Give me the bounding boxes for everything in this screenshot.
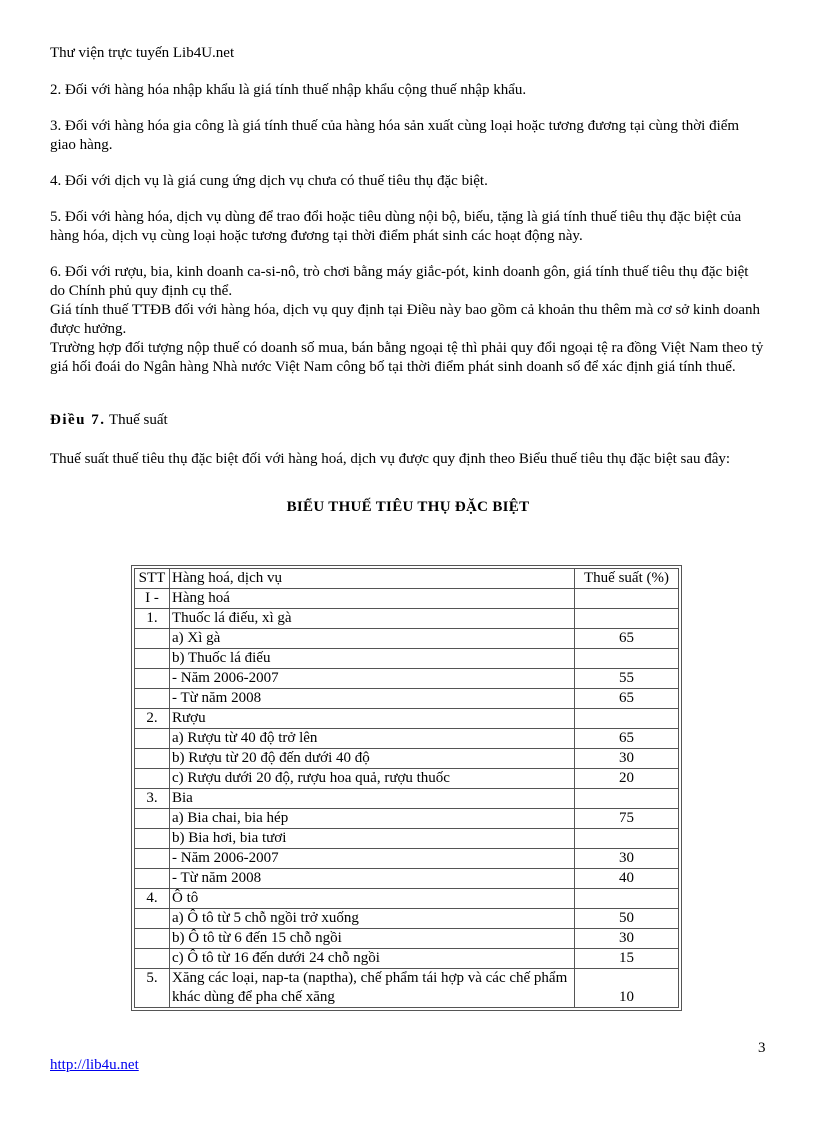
- paragraph-5: 5. Đối với hàng hóa, dịch vụ dùng để trao đổi hoặc tiêu dùng nội bộ, biếu, tặng là giá tính thuế tiêu thụ đặc biệt của hàng hóa, dịch vụ cùng loại hoặc tương đương tại thời điểm phát sinh các hoạt động này.: [50, 209, 742, 244]
- table-row: [135, 729, 679, 749]
- article-title: Thuế suất: [108, 412, 168, 428]
- row-stt: I -: [135, 589, 170, 609]
- article-heading: [50, 411, 766, 430]
- table-row: [135, 849, 679, 869]
- row-item: Xăng các loại, nap-ta (naptha), chế phẩm tái hợp và các chế phẩm khác dùng để pha chế xăng: [170, 969, 575, 1008]
- row-rate: 50: [575, 909, 679, 929]
- row-stt: [135, 729, 170, 749]
- page-number: 3: [758, 1040, 766, 1056]
- site-header: Thư viện trực tuyến Lib4U.net: [50, 45, 235, 61]
- table-row: [135, 829, 679, 849]
- row-stt: [135, 849, 170, 869]
- table-row: [135, 769, 679, 789]
- row-stt: 3.: [135, 789, 170, 809]
- table-row: [135, 649, 679, 669]
- tax-table-frame: [131, 565, 682, 1011]
- table-row: [135, 689, 679, 709]
- row-item: b) Bia hơi, bia tươi: [170, 829, 575, 849]
- row-stt: 5.: [135, 969, 170, 1008]
- header-stt: STT: [135, 569, 170, 589]
- row-item: - Từ năm 2008: [170, 689, 575, 709]
- row-rate: [575, 609, 679, 629]
- table-row: [135, 929, 679, 949]
- row-item: a) Bia chai, bia hép: [170, 809, 575, 829]
- paragraph-foreign-currency: Trường hợp đối tượng nộp thuế có doanh số mua, bán bằng ngoại tệ thì phải quy đổi ngoại tệ ra đồng Việt Nam theo tỷ giá hối đoái do Ngân hàng Nhà nước Việt Nam công bố tại thời điểm phát sinh doanh số để xác định giá tính thuế.: [50, 340, 764, 375]
- row-rate: [575, 789, 679, 809]
- row-item: Bia: [170, 789, 575, 809]
- row-rate: 30: [575, 749, 679, 769]
- row-item: b) Rượu từ 20 độ đến dưới 40 độ: [170, 749, 575, 769]
- row-stt: [135, 749, 170, 769]
- row-stt: 1.: [135, 609, 170, 629]
- row-rate: [575, 889, 679, 909]
- paragraph-6: 6. Đối với rượu, bia, kinh doanh ca-si-nô, trò chơi bằng máy giắc-pót, kinh doanh gôn, giá tính thuế tiêu thụ đặc biệt do Chính phủ quy định cụ thể.: [50, 264, 749, 299]
- document-page: [50, 44, 766, 532]
- row-stt: 4.: [135, 889, 170, 909]
- table-row: [135, 669, 679, 689]
- table-row: [135, 629, 679, 649]
- table-row: [135, 789, 679, 809]
- row-rate: 75: [575, 809, 679, 829]
- row-stt: [135, 649, 170, 669]
- row-item: Hàng hoá: [170, 589, 575, 609]
- row-rate: [575, 829, 679, 849]
- table-row: [135, 809, 679, 829]
- row-rate: 40: [575, 869, 679, 889]
- row-stt: [135, 949, 170, 969]
- row-stt: [135, 809, 170, 829]
- row-rate: 30: [575, 849, 679, 869]
- table-title: BIỂU THUẾ TIÊU THỤ ĐẶC BIỆT: [286, 499, 530, 515]
- row-rate: 15: [575, 949, 679, 969]
- header-rate: Thuế suất (%): [575, 569, 679, 589]
- table-row: [135, 589, 679, 609]
- table-row: [135, 969, 679, 1008]
- row-item: - Năm 2006-2007: [170, 669, 575, 689]
- article-intro: Thuế suất thuế tiêu thụ đặc biệt đối với hàng hoá, dịch vụ được quy định theo Biểu thuế tiêu thụ đặc biệt sau đây:: [50, 451, 731, 467]
- row-rate: 10: [575, 969, 679, 1008]
- paragraph-3: 3. Đối với hàng hóa gia công là giá tính thuế của hàng hóa sản xuất cùng loại hoặc tương đương tại cùng thời điểm giao hàng.: [50, 118, 740, 153]
- row-item: b) Thuốc lá điếu: [170, 649, 575, 669]
- row-stt: [135, 929, 170, 949]
- row-stt: [135, 669, 170, 689]
- row-item: b) Ô tô từ 6 đến 15 chỗ ngồi: [170, 929, 575, 949]
- row-rate: 30: [575, 929, 679, 949]
- table-row: [135, 889, 679, 909]
- row-rate: 20: [575, 769, 679, 789]
- row-stt: [135, 689, 170, 709]
- row-stt: [135, 769, 170, 789]
- row-item: c) Ô tô từ 16 đến dưới 24 chỗ ngồi: [170, 949, 575, 969]
- row-rate: 65: [575, 629, 679, 649]
- footer-link[interactable]: http://lib4u.net: [50, 1057, 139, 1073]
- paragraph-4: 4. Đối với dịch vụ là giá cung ứng dịch vụ chưa có thuế tiêu thụ đặc biệt.: [50, 173, 488, 189]
- row-item: - Từ năm 2008: [170, 869, 575, 889]
- row-item: Rượu: [170, 709, 575, 729]
- row-item: a) Ô tô từ 5 chỗ ngồi trở xuống: [170, 909, 575, 929]
- row-rate: [575, 649, 679, 669]
- row-stt: [135, 629, 170, 649]
- row-item: - Năm 2006-2007: [170, 849, 575, 869]
- table-header-row: [135, 569, 679, 589]
- row-rate: 65: [575, 729, 679, 749]
- article-label: Điều 7.: [50, 412, 106, 428]
- header-item: Hàng hoá, dịch vụ: [170, 569, 575, 589]
- row-stt: [135, 869, 170, 889]
- row-item: Thuốc lá điếu, xì gà: [170, 609, 575, 629]
- table-row: [135, 709, 679, 729]
- row-item: c) Rượu dưới 20 độ, rượu hoa quả, rượu thuốc: [170, 769, 575, 789]
- table-row: [135, 609, 679, 629]
- row-stt: [135, 909, 170, 929]
- row-stt: 2.: [135, 709, 170, 729]
- row-item: a) Rượu từ 40 độ trở lên: [170, 729, 575, 749]
- row-rate: 65: [575, 689, 679, 709]
- row-stt: [135, 829, 170, 849]
- row-rate: 55: [575, 669, 679, 689]
- table-row: [135, 749, 679, 769]
- row-rate: [575, 709, 679, 729]
- table-row: [135, 949, 679, 969]
- row-item: a) Xì gà: [170, 629, 575, 649]
- paragraph-ttdb-note: Giá tính thuế TTĐB đối với hàng hóa, dịch vụ quy định tại Điều này bao gồm cả khoản thu thêm mà cơ sở kinh doanh được hưởng.: [50, 302, 761, 337]
- row-item: Ô tô: [170, 889, 575, 909]
- table-row: [135, 909, 679, 929]
- tax-table: [134, 568, 679, 1008]
- row-rate: [575, 589, 679, 609]
- paragraph-2: 2. Đối với hàng hóa nhập khẩu là giá tính thuế nhập khẩu cộng thuế nhập khẩu.: [50, 82, 527, 98]
- table-row: [135, 869, 679, 889]
